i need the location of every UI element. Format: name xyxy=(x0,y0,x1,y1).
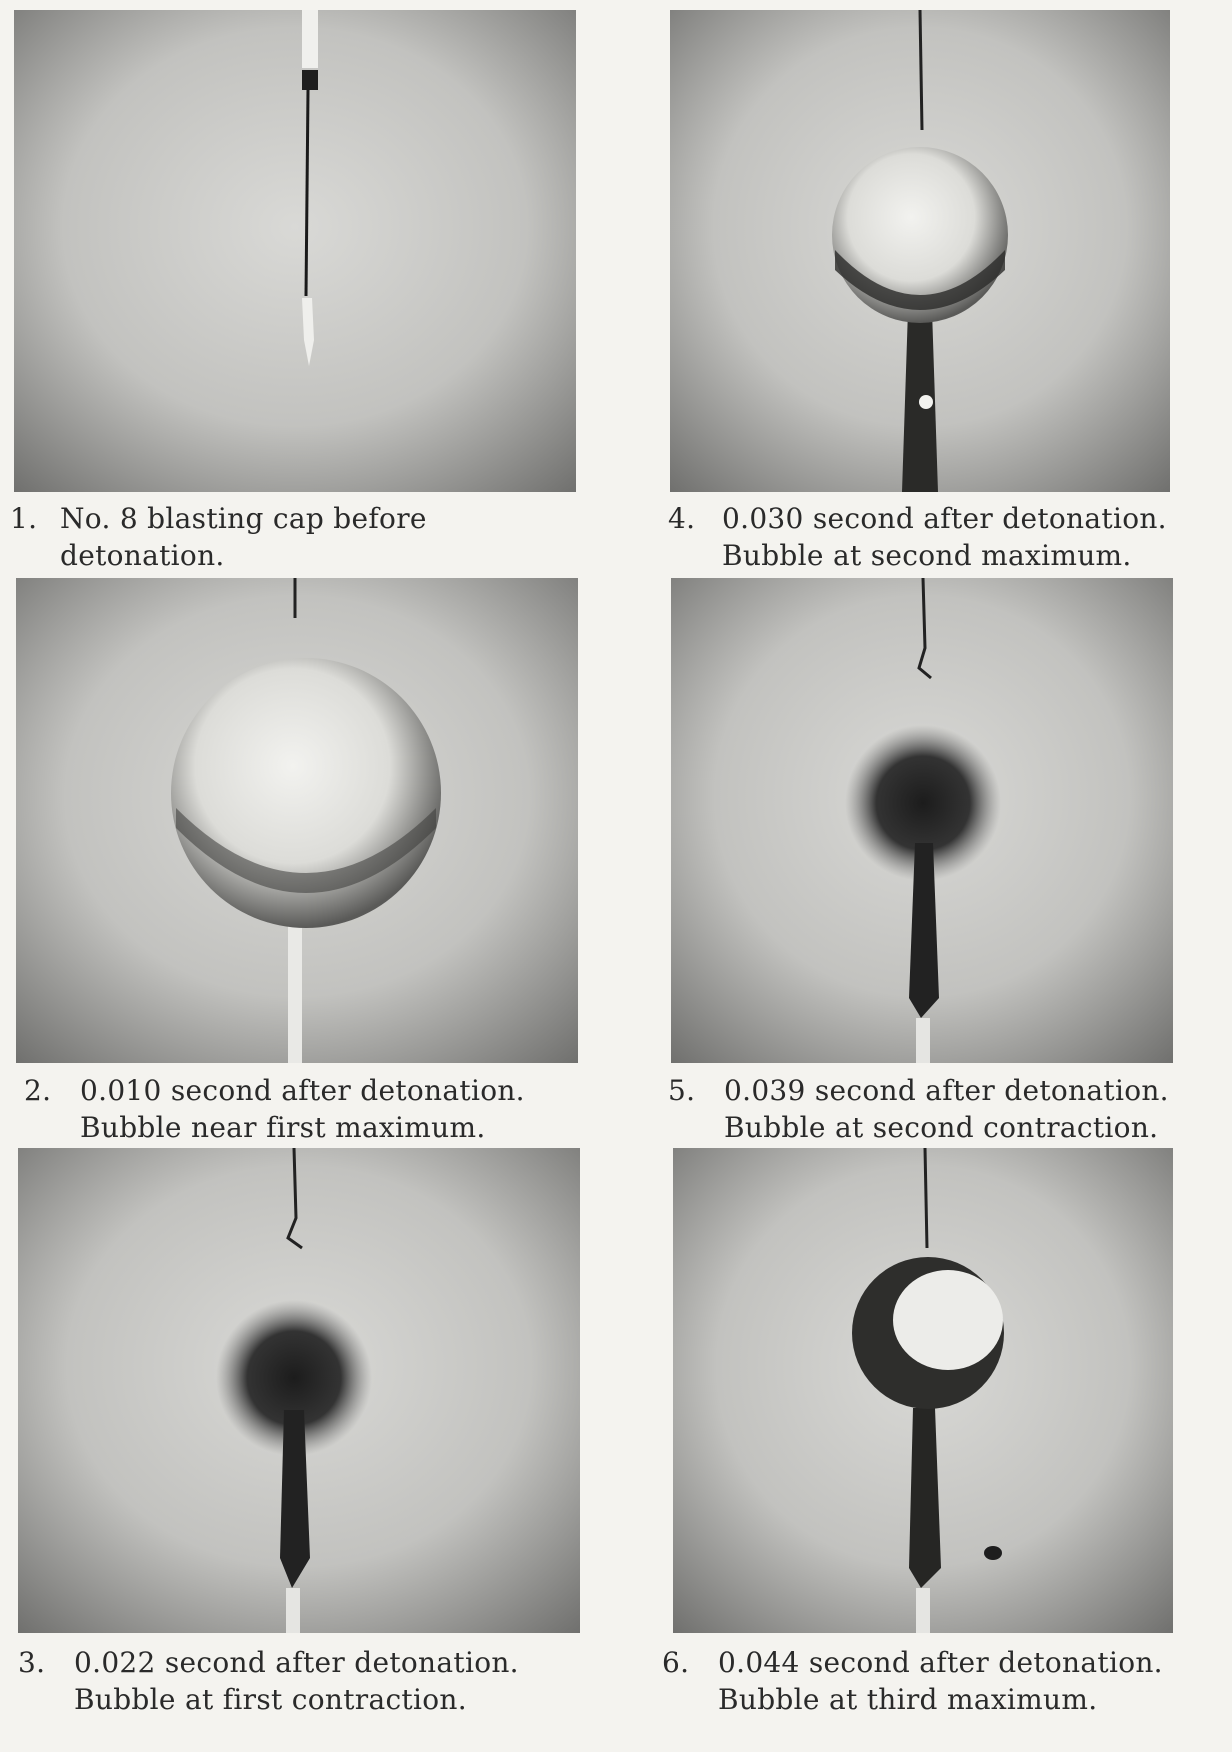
caption-line-2: Bubble near first maximum. xyxy=(80,1111,486,1144)
caption-line-1: 0.030 second after detonation. xyxy=(722,502,1167,535)
caption-line-1: 0.022 second after detonation. xyxy=(74,1646,519,1679)
caption-line-2: Bubble at first contraction. xyxy=(74,1683,467,1716)
caption-line-1: 0.010 second after detonation. xyxy=(80,1074,525,1107)
photo-second-contraction xyxy=(671,578,1173,1063)
figure-number: 3. xyxy=(18,1646,46,1679)
caption-line-1: 0.044 second after detonation. xyxy=(718,1646,1163,1679)
caption-line-2: Bubble at second maximum. xyxy=(722,539,1132,572)
figure-number: 6. xyxy=(662,1646,690,1679)
caption-line-2: detonation. xyxy=(60,539,225,572)
photo-second-maximum xyxy=(670,10,1170,492)
caption-line-1: 0.039 second after detonation. xyxy=(724,1074,1169,1107)
figure-number: 2. xyxy=(24,1074,52,1107)
figure-number: 1. xyxy=(10,502,38,535)
caption-line-2: Bubble at second contraction. xyxy=(724,1111,1159,1144)
photo-first-maximum xyxy=(16,578,578,1063)
figure-number: 5. xyxy=(668,1074,696,1107)
caption-line-1: No. 8 blasting cap before xyxy=(60,502,427,535)
figure-number: 4. xyxy=(668,502,696,535)
photo-first-contraction xyxy=(18,1148,580,1633)
photo-third-maximum xyxy=(673,1148,1173,1633)
photo-blasting-cap xyxy=(14,10,576,492)
caption-line-2: Bubble at third maximum. xyxy=(718,1683,1098,1716)
